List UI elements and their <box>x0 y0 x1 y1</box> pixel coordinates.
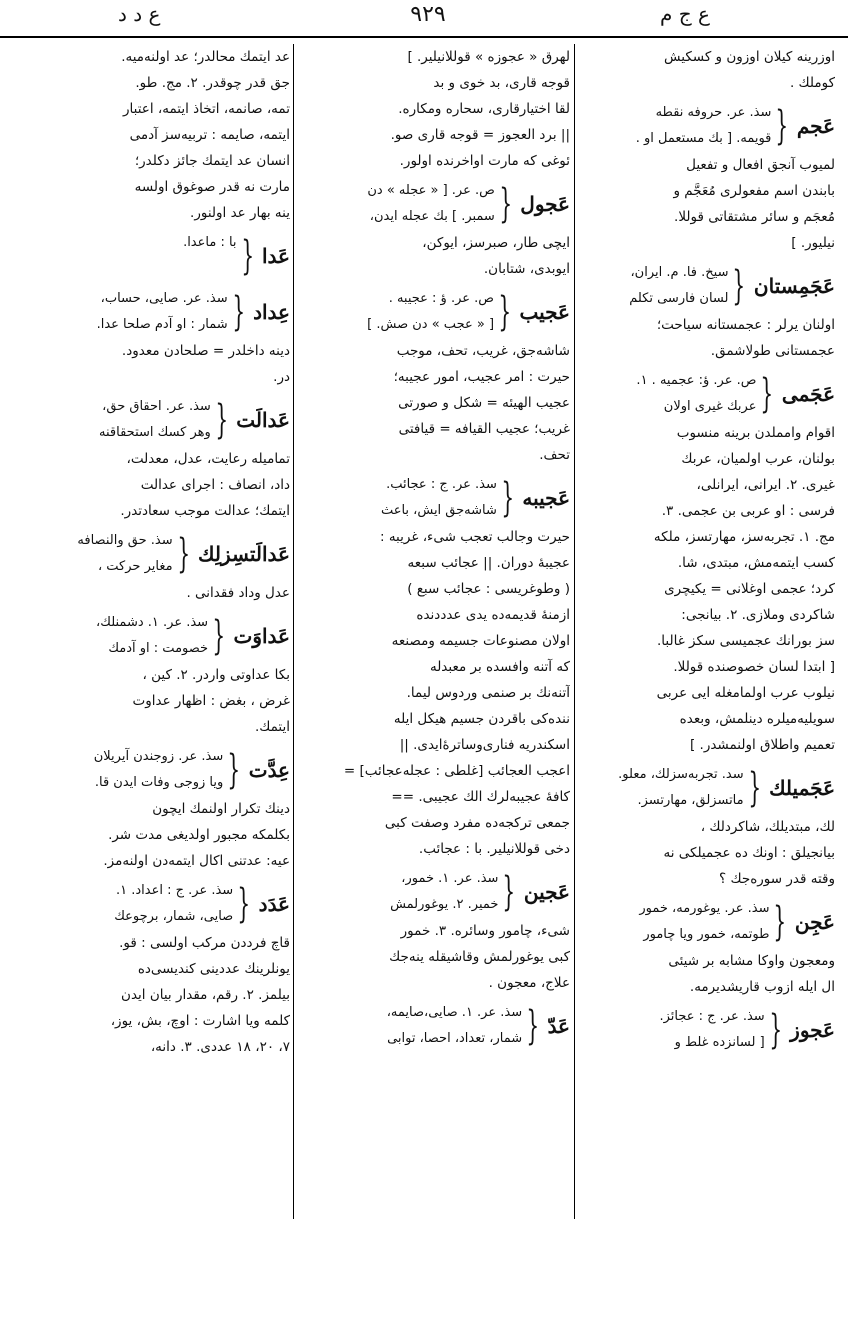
brace-mark: { <box>760 371 774 417</box>
definition-head <box>580 100 771 152</box>
text-line: شاکردی وملازی. ۲. بیانجی: <box>681 607 835 623</box>
text-line: تعمیم واطلاق اولنمشدر. ] <box>689 737 835 753</box>
brace-mark: { <box>501 475 514 521</box>
page-number: ٩٢٩ <box>410 2 446 27</box>
text-line: سذ. عر. زوجندن آیریلان <box>93 749 224 764</box>
dictionary-entry <box>580 762 835 814</box>
text-line: کرد؛ عجمی اوغلانی = یکیچری <box>664 581 835 597</box>
dictionary-entry <box>15 230 290 282</box>
brace-mark: { <box>732 263 746 309</box>
text-line: کسب ایتمه‌مش، مبتدی، شا. <box>677 555 835 571</box>
text-line: [ لسانزده غلط و <box>674 1035 765 1050</box>
entry-body <box>15 662 290 740</box>
text-line: جمعی ترکجه‌ده مفرد وصفت کبی <box>384 815 570 831</box>
text-line: خمیر. ۲. یوغورلمش <box>390 897 499 912</box>
text-line: سذ. عر. ۱. صایی،صایمه، <box>386 1005 523 1020</box>
text-line: سذ. عر. ۱. خمور، <box>401 871 499 886</box>
text-line: ننده‌کی باقردن جسیم هیکل ایله <box>393 711 570 727</box>
text-line: ( وطوغریسی : عجائب سبع ) <box>407 581 570 597</box>
text-line: قوجه قاری، بد خوی و بد <box>433 75 570 91</box>
text-line: سذ. عر. ج : عجائز. <box>659 1009 765 1024</box>
dictionary-entry <box>15 610 290 662</box>
dictionary-entry <box>580 896 835 948</box>
headword: عَدَد <box>258 892 290 916</box>
text-line: سذ. عر. ج : عجائب. <box>386 477 497 492</box>
text-line: علاج، معجون . <box>488 975 570 991</box>
text-line: سد. تجربه‌سزلك، معلو. <box>618 767 744 782</box>
brace-mark: { <box>526 1003 540 1049</box>
definition-head <box>15 286 228 338</box>
dictionary-entry <box>298 866 570 918</box>
entry-body <box>15 446 290 524</box>
text-line: ینه بهار عد اولنور. <box>190 205 290 221</box>
definition-head <box>580 762 744 814</box>
text-line: غریب؛ عجیب القیافه = قیافتی <box>398 421 570 437</box>
text-line: دخی قوللانیلیر. با : عجائب. <box>418 841 570 857</box>
brace-mark: { <box>499 181 512 227</box>
brace-mark: { <box>769 1007 782 1053</box>
text-line: بیلمز. ۲. رقم، مقدار بیان ایدن <box>121 987 290 1003</box>
text-line: ۷، ۲۰، ۱۸ عددی. ۳. دانه، <box>150 1039 290 1055</box>
entry-body <box>580 420 835 758</box>
text-line: شیء، چامور وسائره. ۳. خمور <box>400 923 570 939</box>
text-line: سذ. حق والنصافه <box>77 533 173 548</box>
definition-head <box>298 178 495 230</box>
text-line: ال ایله ازوب قاریشدیرمه. <box>689 979 835 995</box>
text-line: لمیوب آنجق افعال و تفعیل <box>686 157 835 173</box>
headword: عِدَّت <box>248 758 290 782</box>
text-line: تحف. <box>539 447 570 463</box>
text-line: لقا اختیارقاری، سحاره ومکاره. <box>398 101 570 117</box>
text-line: ص. عر. ؤ : عجیبه . <box>388 291 495 306</box>
brace-mark: { <box>227 747 241 793</box>
text-line: بولنان، عرب اولمیان، عربك <box>681 451 835 467</box>
brace-mark: { <box>502 869 516 915</box>
text-line: بیانجیلق : اونك ده عجمیلکی نه <box>663 845 835 861</box>
dictionary-entry <box>580 260 835 312</box>
text-line: لسان فارسی تکلم <box>629 291 729 306</box>
text-line: دینه داخلدر = صلحادن معدود. <box>121 343 290 359</box>
text-line: [ ابتدا لسان خصوصنده قوللا. <box>673 659 835 675</box>
brace-mark: { <box>212 613 226 659</box>
headword: عَجوز <box>790 1018 835 1042</box>
entry-body <box>298 524 570 862</box>
dictionary-entry <box>15 286 290 338</box>
text-line: ازمنهٔ قدیمه‌ده یدی عدددنده <box>416 607 570 623</box>
headword: عَجم <box>796 114 835 138</box>
headword: عَجین <box>523 880 570 904</box>
text-line: حیرت وجالب تعجب شیء، غریبه : <box>379 529 570 545</box>
text-line: مُعجَم و سائر مشتقاتی قوللا. <box>674 209 835 225</box>
text-line: نیلوب عرب اولمامغله ایی عربی <box>656 685 835 701</box>
headword: عَجَمی <box>781 382 835 406</box>
text-line: یونلرینك عددینی کندیسی‌ده <box>137 961 290 977</box>
text-line: تمامیله رعایت، عدل، معدلت، <box>126 451 290 467</box>
text-line: سذ. عر. صایی، حساب، <box>100 291 228 306</box>
text-line: مج. ۱. تجربه‌سز، مهارتسز، ملکه <box>653 529 835 545</box>
headword: عَجَمیلك <box>769 776 835 800</box>
text-line: سذ. عر. یوغورمه، خمور <box>639 901 770 916</box>
text-line: اوزرینه کیلان اوزون و کسکیش <box>664 49 835 65</box>
dictionary-entry <box>298 286 570 338</box>
headword: عَدالَت <box>236 408 290 432</box>
text-line: کبی یوغورلمش وقاشیقله ینه‌جك <box>389 949 570 965</box>
dictionary-entry <box>580 100 835 152</box>
dictionary-entry <box>298 178 570 230</box>
entry-body <box>15 796 290 874</box>
text-line: جق قدر چوقدر. ۲. مج. طو. <box>135 75 290 91</box>
text-line: سذ. عر. ۱. دشمنلك، <box>96 615 209 630</box>
text-line: سمبر. ] بك عجله ایدن، <box>369 209 495 224</box>
entry-body <box>298 918 570 996</box>
entry-body <box>298 230 570 282</box>
text-line: سذ. عر. ج : اعداد. ۱. <box>116 883 234 898</box>
text-line: سذ. عر. حروفه نقطه <box>655 105 772 120</box>
text-line: طوتمه، خمور ویا چامور <box>643 927 770 942</box>
text-line: سز بورانك عجمیسی سکز غالبا. <box>657 633 835 649</box>
text-line: ص. عر. ؤ: عجمیه . ۱. <box>636 373 757 388</box>
text-line: مغایر حرکت ، <box>97 559 173 574</box>
headword: عَجِن <box>794 910 835 934</box>
brace-mark: { <box>176 531 190 577</box>
text-line: عربك غیری اولان <box>663 399 757 414</box>
brace-mark: { <box>232 289 245 335</box>
text-line: که آتنه وافسده بر معبدله <box>429 659 570 675</box>
text-line: عجیبهٔ دوران. || عجائب سبعه <box>407 555 570 571</box>
text-line: اولنان یرلر : عجمستانه سیاحت؛ <box>656 317 835 333</box>
text-line: || برد العجوز = قوجه قاری صو. <box>390 127 570 143</box>
text-line: مارت نه قدر صوغوق اولسه <box>134 179 290 195</box>
text-line: ئوغی که مارت اواخرنده اولور. <box>399 153 570 169</box>
definition-head <box>15 878 233 930</box>
text-line: بکلمکه مجبور اولدیغی مدت شر. <box>108 827 290 843</box>
text-line: ویا زوجی وفات ایدن قا. <box>94 775 224 790</box>
text-line: حیرت : امر عجیب، امور عجیبه؛ <box>393 369 570 385</box>
definition-head <box>15 744 223 796</box>
text-line: ومعجون واوکا مشابه بر شیئی <box>668 953 835 969</box>
headword: عَداوَت <box>233 624 290 648</box>
definition-head <box>580 368 756 420</box>
text-line: صایی، شمار، برچوعك <box>114 909 234 924</box>
definition-head <box>298 866 498 918</box>
dictionary-entry <box>15 528 290 580</box>
entry-body <box>580 152 835 256</box>
continued-text <box>580 44 835 96</box>
entry-body <box>15 930 290 1060</box>
text-line: عجمستانی طولاشمق. <box>710 343 835 359</box>
text-line: غرض ، بغض : اظهار عداوت <box>132 693 290 709</box>
definition-head <box>15 528 173 580</box>
dictionary-entry <box>298 1000 570 1052</box>
text-line: در. <box>273 369 290 385</box>
text-line: با : ماعدا. <box>183 235 237 250</box>
definition-head <box>15 394 211 446</box>
text-line: شمار، تعداد، احصا، توابی <box>387 1031 523 1046</box>
definition-head <box>580 260 728 312</box>
brace-mark: { <box>498 289 512 335</box>
text-line: وقته قدر سوره‌جك ؟ <box>719 871 835 887</box>
column-separator-right <box>574 44 575 1219</box>
text-line: غیری. ۲. ایرانی، ایرانلی، <box>696 477 835 493</box>
headword: عَجَمِستان <box>753 274 835 298</box>
text-line: تمه، صانمه، اتخاذ ایتمه، اعتبار <box>123 101 290 117</box>
continued-text <box>15 44 290 226</box>
column-middle <box>298 44 570 1244</box>
header-rule <box>0 36 848 38</box>
left-guide-word: ع د د <box>118 2 161 26</box>
text-line: قاچ فرددن مرکب اولسی : قو. <box>119 935 290 951</box>
text-line: عیه: عدتنی اکال ایتمه‌دن اولنه‌مز. <box>103 853 290 869</box>
dictionary-entry <box>15 744 290 796</box>
definition-head <box>298 472 497 524</box>
text-line: ایچی طار، صبرسز، ایوکن، <box>422 235 570 251</box>
text-line: انسان عد ایتمك جائز دکلدر؛ <box>134 153 290 169</box>
text-line: آتنه‌نك بر صنمی وردوس لیما. <box>406 685 570 701</box>
page-header <box>0 0 848 40</box>
brace-mark: { <box>240 233 254 279</box>
text-line: اولان مصنوعات جسیمه ومصنعه <box>391 633 570 649</box>
text-line: ایتمك؛ عدالت موجب سعادتدر. <box>120 503 290 519</box>
text-line: کوملك . <box>789 75 835 91</box>
text-line: فرسی : او عربی بن عجمی. ۳. <box>661 503 835 519</box>
text-line: سذ. عر. احقاق حق، <box>102 399 211 414</box>
definition-head <box>580 1004 765 1056</box>
entry-body <box>298 338 570 468</box>
text-line: نیلیور. ] <box>791 235 835 251</box>
entry-body <box>15 338 290 390</box>
brace-mark: { <box>237 881 251 927</box>
brace-mark: { <box>775 103 789 149</box>
column-separator-left <box>293 44 294 1219</box>
text-line: عد ایتمك محالدر؛ عد اولنه‌میه. <box>121 49 290 65</box>
continued-text <box>298 44 570 174</box>
text-line: شاشه‌جق ایش، باعث <box>380 503 497 518</box>
entry-body <box>580 312 835 364</box>
text-line: ایوبدی، شتابان. <box>483 261 570 277</box>
text-line: ایتمك. <box>254 719 290 735</box>
dictionary-entry <box>580 368 835 420</box>
text-line: عجیب الهیئه = شکل و صورتی <box>398 395 570 411</box>
headword: عِداد <box>253 300 290 324</box>
column-right <box>580 44 835 1244</box>
dictionary-entry <box>580 1004 835 1056</box>
text-line: اسکندریه فناری‌وساترهٔ‌ایدی. || <box>399 737 570 753</box>
right-guide-word: ع ج م <box>660 2 710 26</box>
text-line: داد، انصاف : اجرای عدالت <box>140 477 290 493</box>
definition-head <box>298 1000 522 1052</box>
text-line: اعجب العجائب [غلطی : عجله‌عجائب] = <box>343 763 570 779</box>
text-line: لهرق « عجوزه » قوللانیلیر. ] <box>407 49 570 65</box>
text-line: دینك تکرار اولنمك ایچون <box>152 801 290 817</box>
text-line: کلمه ویا اشارت : اوچ، بش، یوز، <box>110 1013 290 1029</box>
definition-head <box>298 286 494 338</box>
brace-mark: { <box>215 397 228 443</box>
column-left <box>15 44 290 1244</box>
headword: عَدا <box>262 244 290 268</box>
definition-head <box>580 896 769 948</box>
brace-mark: { <box>747 765 761 811</box>
entry-body <box>580 948 835 1000</box>
headword: عَدالَتسِزلِك <box>198 542 290 566</box>
text-line: بابندن اسم مفعولری مُعَجَّم و <box>673 183 835 199</box>
definition-head <box>15 610 208 662</box>
headword: عَجول <box>520 192 570 216</box>
text-line: خصومت : او آدمك <box>108 641 209 656</box>
headword: عَجیب <box>519 300 570 324</box>
text-line: کافهٔ عجیبه‌لرك الك عجیبی. == <box>391 789 570 805</box>
text-line: بکا عداوتی واردر. ۲. کین ، <box>142 667 290 683</box>
headword: عَدّ <box>547 1014 570 1038</box>
text-line: قویمه. [ بك مستعمل او . <box>635 131 772 146</box>
text-line: ص. عر. [ « عجله » دن <box>367 183 495 198</box>
dictionary-entry <box>298 472 570 524</box>
entry-body <box>580 814 835 892</box>
definition-head <box>15 230 237 256</box>
text-line: ایتمه، صایمه : تربیه‌سز آدمی <box>129 127 290 143</box>
text-line: ماتسزلق، مهارتسز. <box>637 793 744 808</box>
text-line: سویلیه‌میلره دینلمش، وبعده <box>679 711 835 727</box>
text-line: وهر کسك استحقاقنه <box>99 425 211 440</box>
text-line: سیخ. فا. م. ایران، <box>630 265 729 280</box>
dictionary-entry <box>15 878 290 930</box>
text-line: اقوام وامملدن برینه منسوب <box>676 425 835 441</box>
text-line: لك، مبتدیلك، شاکردلك ، <box>700 819 835 835</box>
headword: عَجیبه <box>522 486 570 510</box>
text-line: [ « عجب » دن صش. ] <box>367 317 495 332</box>
text-line: شمار : او آدم صلحا عدا. <box>96 317 228 332</box>
text-line: عدل وداد فقدانی . <box>186 585 290 601</box>
text-line: شاشه‌جق، غریب، تحف، موجب <box>396 343 570 359</box>
dictionary-entry <box>15 394 290 446</box>
brace-mark: { <box>773 899 787 945</box>
entry-body <box>15 580 290 606</box>
